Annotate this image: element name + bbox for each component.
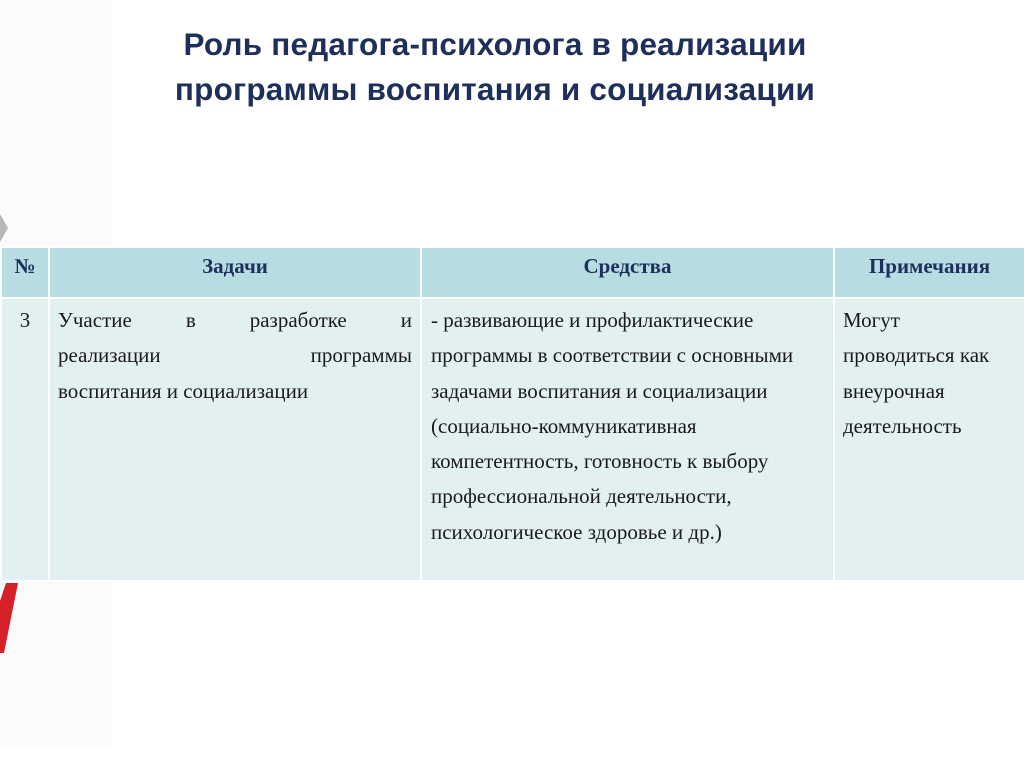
roles-table-container [0, 246, 1024, 582]
slide-title-line-1: Роль педагога-психолога в реализации [183, 26, 807, 62]
header-tasks: Задачи [49, 247, 421, 298]
cell-tasks-line-2: реализации программы [58, 343, 412, 368]
slide-title [0, 22, 990, 112]
table-row [1, 298, 1024, 581]
table-header-row [1, 247, 1024, 298]
cell-tasks-line-3: воспитания и социализации [58, 378, 309, 403]
header-means: Средства [421, 247, 834, 298]
slide-title-line-2: программы воспитания и социализации [174, 71, 816, 107]
cell-means: - развивающие и профилактические программы в соответствии с основными задачами воспитания и социализации (социально-коммуникативная компетентность, готовность к выбору профессиональной деятельности, психологическое здоровье и др.) [421, 298, 834, 581]
roles-table [0, 246, 1024, 582]
decorative-red-shape [0, 583, 18, 653]
cell-number: 3 [1, 298, 49, 581]
decorative-triangle [0, 214, 8, 242]
header-number: № [1, 247, 49, 298]
cell-tasks [49, 298, 421, 581]
cell-tasks-line-1: Участие в разработке и [58, 308, 412, 332]
header-notes: Примечания [834, 247, 1024, 298]
cell-notes: Могут проводиться как внеурочная деятельность [834, 298, 1024, 581]
